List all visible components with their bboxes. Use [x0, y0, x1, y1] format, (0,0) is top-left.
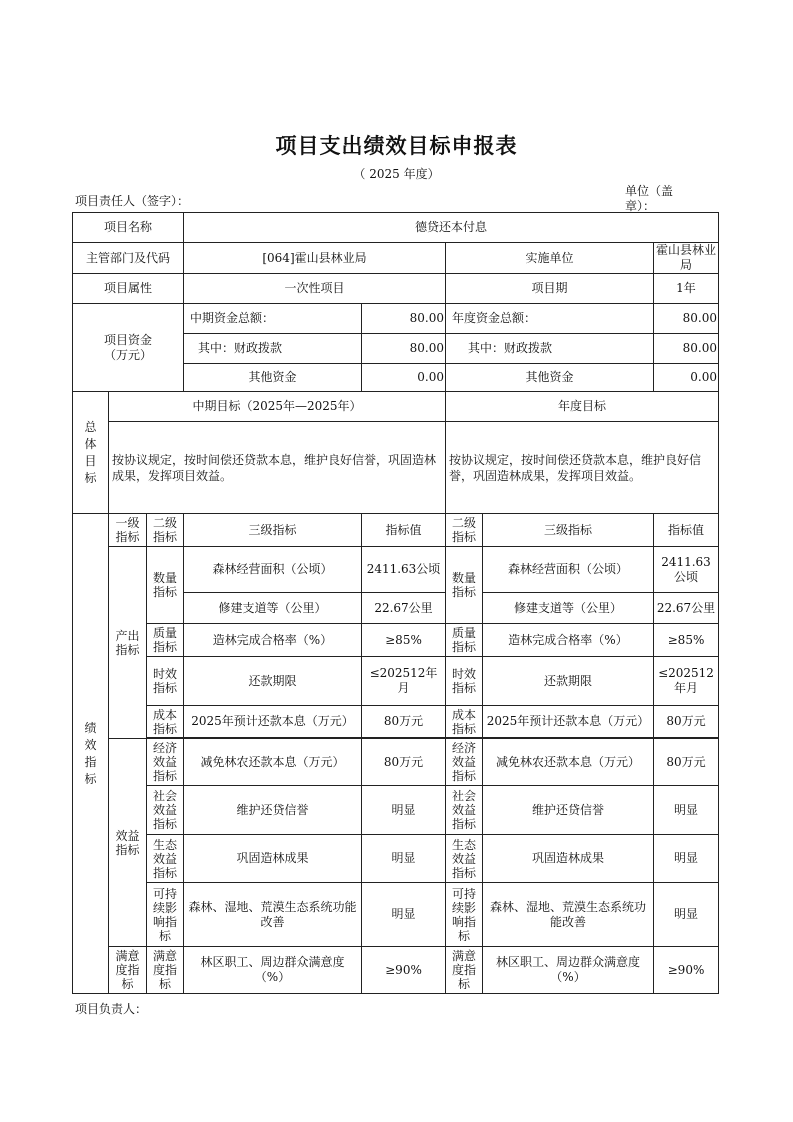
period-value: 1年: [654, 274, 719, 304]
year-level3-cell: 林区职工、周边群众满意度（%）: [483, 947, 654, 994]
attribute-value: 一次性项目: [184, 274, 446, 304]
output-indicator-label: 产出指标: [109, 547, 147, 739]
year-value-header: 指标值: [654, 514, 719, 547]
performance-indicator-label: 绩效指标: [73, 514, 109, 994]
level3-cell: 2025年预计还款本息（万元）: [184, 706, 362, 738]
level3-cell: 维护还贷信誉: [184, 786, 362, 835]
level3-cell: 林区职工、周边群众满意度（%）: [184, 947, 362, 994]
year-level2-cell: 成本指标: [446, 706, 483, 738]
level2-cell: 数量指标: [147, 547, 184, 624]
year-level2-cell: 时效指标: [446, 657, 483, 706]
year-level3-cell: 2025年预计还款本息（万元）: [483, 706, 654, 738]
year-level3-cell: 修建支道等（公里）: [483, 593, 654, 624]
level1-header: 一级指标: [109, 514, 147, 547]
mid-other-label: 其他资金: [184, 364, 362, 392]
year-level2-cell: 满意度指标: [446, 947, 483, 994]
mid-value-cell: 22.67公里: [362, 593, 446, 624]
satisfaction-indicator-label: 满意度指标: [109, 947, 147, 994]
year-value-cell: 80万元: [654, 739, 719, 786]
project-name-label: 项目名称: [73, 213, 184, 243]
mid-fiscal-value: 80.00: [362, 334, 446, 364]
mid-value-cell: 2411.63公顷: [362, 547, 446, 593]
mid-goal-header: 中期目标（2025年—2025年）: [109, 392, 446, 422]
indicator-row: [73, 786, 719, 835]
year-level3-cell: 维护还贷信誉: [483, 786, 654, 835]
level3-cell: 森林、湿地、荒漠生态系统功能改善: [184, 883, 362, 947]
year-value-cell: ≥90%: [654, 947, 719, 994]
project-name-value: 德贷还本付息: [184, 213, 719, 243]
level3-header: 三级指标: [184, 514, 362, 547]
year-total-label: 年度资金总额：: [446, 304, 654, 334]
level2-cell: 可持续影响指标: [147, 883, 184, 947]
overall-goal-label: 总体目标: [73, 392, 109, 514]
level2-header: 二级指标: [147, 514, 184, 547]
row-goals-content: [73, 422, 719, 514]
page-title: 项目支出绩效目标申报表: [275, 134, 518, 158]
mid-fiscal-label: 其中：财政拨款: [184, 334, 362, 364]
implementer-value: 霍山县林业局: [654, 243, 719, 274]
year-value-cell: 明显: [654, 835, 719, 883]
row-goals-header: [73, 392, 719, 422]
mid-value-cell: 80万元: [362, 706, 446, 738]
row-department: [73, 243, 719, 274]
level3-cell: 巩固造林成果: [184, 835, 362, 883]
indicator-row: [73, 547, 719, 593]
performance-target-table: [72, 212, 719, 994]
level3-cell: 造林完成合格率（%）: [184, 624, 362, 657]
period-label: 项目期: [446, 274, 654, 304]
level3-cell: 减免林农还款本息（万元）: [184, 739, 362, 786]
level2-cell: 经济效益指标: [147, 739, 184, 786]
year-value-cell: 2411.63公顷: [654, 547, 719, 593]
mid-goal-text: 按协议规定，按时间偿还贷款本息，维护良好信誉，巩固造林成果，发挥项目效益。: [109, 422, 446, 514]
mid-other-value: 0.00: [362, 364, 446, 392]
mid-value-cell: ≤202512年月: [362, 657, 446, 706]
level3-cell: 还款期限: [184, 657, 362, 706]
indicator-row: [73, 835, 719, 883]
year-value-cell: ≤202512年月: [654, 657, 719, 706]
year-fiscal-label: 其中：财政拨款: [446, 334, 654, 364]
year-value-cell: ≥85%: [654, 624, 719, 657]
year-value-cell: 明显: [654, 883, 719, 947]
responsible-signature-label: 项目责任人（签字）：: [75, 194, 190, 208]
year-fiscal-value: 80.00: [654, 334, 719, 364]
year-level3-cell: 森林、湿地、荒漠生态系统功能改善: [483, 883, 654, 947]
project-leader-label: 项目负责人：: [75, 1002, 148, 1016]
year-level2-cell: 社会效益指标: [446, 786, 483, 835]
year-goal-text: 按协议规定，按时间偿还贷款本息，维护良好信誉，巩固造林成果，发挥项目效益。: [446, 422, 719, 514]
year-level2-cell: 经济效益指标: [446, 739, 483, 786]
mid-value-cell: ≥90%: [362, 947, 446, 994]
year-level3-header: 三级指标: [483, 514, 654, 547]
mid-value-cell: 明显: [362, 883, 446, 947]
level3-cell: 森林经营面积（公顷）: [184, 547, 362, 593]
year-value-cell: 22.67公里: [654, 593, 719, 624]
funds-label: 项目资金（万元）: [73, 304, 184, 392]
row-indicator-header: [73, 514, 719, 547]
level2-cell: 成本指标: [147, 706, 184, 738]
indicator-row: [73, 947, 719, 994]
level2-cell: 时效指标: [147, 657, 184, 706]
level3-cell: 修建支道等（公里）: [184, 593, 362, 624]
year-level2-cell: 质量指标: [446, 624, 483, 657]
year-line: （ 2025 年度）: [353, 167, 440, 181]
row-project-name: [73, 213, 719, 243]
indicator-row: [73, 739, 719, 786]
year-level3-cell: 森林经营面积（公顷）: [483, 547, 654, 593]
level2-cell: 生态效益指标: [147, 835, 184, 883]
department-value: [064]霍山县林业局: [184, 243, 446, 274]
year-level3-cell: 造林完成合格率（%）: [483, 624, 654, 657]
attribute-label: 项目属性: [73, 274, 184, 304]
year-level2-header: 二级指标: [446, 514, 483, 547]
year-value-cell: 80万元: [654, 706, 719, 738]
year-level3-cell: 还款期限: [483, 657, 654, 706]
year-level2-cell: 可持续影响指标: [446, 883, 483, 947]
year-total-value: 80.00: [654, 304, 719, 334]
mid-value-cell: 80万元: [362, 739, 446, 786]
row-attribute: [73, 274, 719, 304]
year-other-label: 其他资金: [446, 364, 654, 392]
year-level3-cell: 减免林农还款本息（万元）: [483, 739, 654, 786]
level2-cell: 满意度指标: [147, 947, 184, 994]
level2-cell: 社会效益指标: [147, 786, 184, 835]
benefit-indicator-label: 效益指标: [109, 739, 147, 947]
mid-value-cell: 明显: [362, 835, 446, 883]
indicator-row: [73, 624, 719, 657]
implementer-label: 实施单位: [446, 243, 654, 274]
indicator-row: [73, 657, 719, 706]
year-goal-header: 年度目标: [446, 392, 719, 422]
department-label: 主管部门及代码: [73, 243, 184, 274]
mid-total-label: 中期资金总额：: [184, 304, 362, 334]
value-header: 指标值: [362, 514, 446, 547]
row-funds-total: [73, 304, 719, 334]
indicator-row: [73, 706, 719, 738]
year-other-value: 0.00: [654, 364, 719, 392]
mid-value-cell: 明显: [362, 786, 446, 835]
year-level2-cell: 生态效益指标: [446, 835, 483, 883]
unit-seal-label: 单位（盖章）：: [625, 184, 674, 212]
mid-total-value: 80.00: [362, 304, 446, 334]
level2-cell: 质量指标: [147, 624, 184, 657]
indicator-row: [73, 883, 719, 947]
year-level3-cell: 巩固造林成果: [483, 835, 654, 883]
mid-value-cell: ≥85%: [362, 624, 446, 657]
year-level2-cell: 数量指标: [446, 547, 483, 624]
year-value-cell: 明显: [654, 786, 719, 835]
